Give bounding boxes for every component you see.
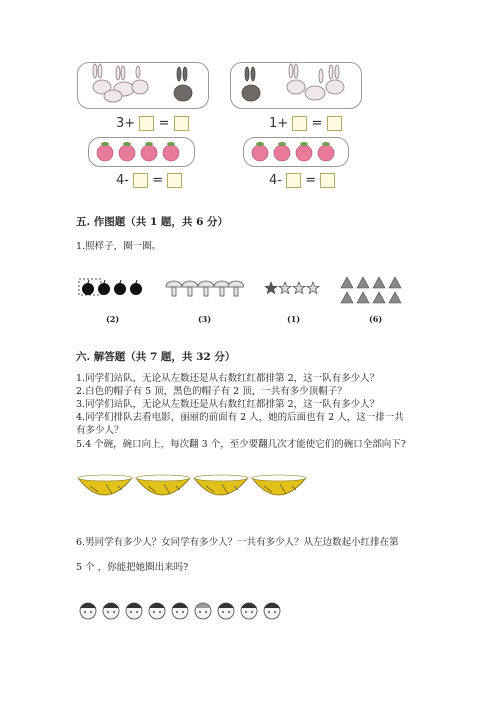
section-5-question-1: 1.照样子，圈一圈。: [76, 241, 162, 252]
equation-right-1: 1+ =: [269, 116, 342, 131]
peach-panel-left: [88, 137, 195, 167]
mushroom-row-icon: [164, 277, 244, 299]
section-6-question-6-line-2: 5 个 ，你能把她圈出来吗?: [76, 562, 189, 573]
answer-box[interactable]: [320, 173, 335, 188]
answer-box[interactable]: [286, 173, 301, 188]
caption-mushrooms: (3): [198, 314, 212, 324]
rabbit-panel-right: [230, 62, 362, 109]
section-6-line-4: 4.同学们排队去看电影，丽丽的前面有 2 人，她的后面也有 2 人，这一排一共: [76, 412, 404, 423]
answer-box[interactable]: [133, 173, 148, 188]
section-6-line-5: 有多少人？: [76, 425, 124, 436]
caption-triangles: (6): [369, 314, 383, 324]
section-6-line-1: 1.同学们站队，无论从左数还是从右数红红都排第 2，这一队有多少人？: [76, 373, 380, 384]
apple-row-icon: [78, 278, 146, 298]
rabbit-panel-left: [77, 62, 209, 109]
section-5-title: 五. 作图题（共 1 题，共 6 分）: [76, 216, 229, 228]
rabbit-group-icon: [78, 63, 208, 108]
rabbit-group-icon: [231, 63, 361, 108]
answer-box[interactable]: [292, 116, 307, 131]
star-row-icon: [264, 281, 322, 295]
section-6-title: 六. 解答题（共 7 题，共 32 分）: [76, 351, 236, 363]
answer-box[interactable]: [167, 173, 182, 188]
section-6-line-6: 5.4 个碗，碗口向上，每次翻 3 个，至少要翻几次才能使它们的碗口全部向下?: [76, 439, 406, 450]
section-6-line-3: 3.同学们站队，无论从左数还是从右数红红都排第 2，这一队有多少人？: [76, 399, 380, 410]
peach-group-icon: [244, 138, 348, 166]
caption-apples: (2): [106, 314, 120, 324]
bowl-row-icon: [76, 470, 312, 510]
caption-stars: (1): [287, 314, 301, 324]
answer-box[interactable]: [327, 116, 342, 131]
equation-left-2: 4- =: [116, 173, 182, 188]
section-6-line-2: 2.白色的帽子有 5 顶，黑色的帽子有 2 顶，一共有多少顶帽子？: [76, 386, 347, 397]
triangle-grid-icon: [340, 276, 406, 306]
peach-panel-right: [243, 137, 349, 167]
children-row-icon: [77, 598, 289, 622]
equation-right-2: 4- =: [269, 173, 335, 188]
equation-left-1: 3+ =: [116, 116, 189, 131]
section-6-question-6-line-1: 6.男同学有多少人？女同学有多少人？一共有多少人？从左边数起小红排在第: [76, 537, 399, 548]
answer-box[interactable]: [174, 116, 189, 131]
peach-group-icon: [89, 138, 194, 166]
answer-box[interactable]: [139, 116, 154, 131]
